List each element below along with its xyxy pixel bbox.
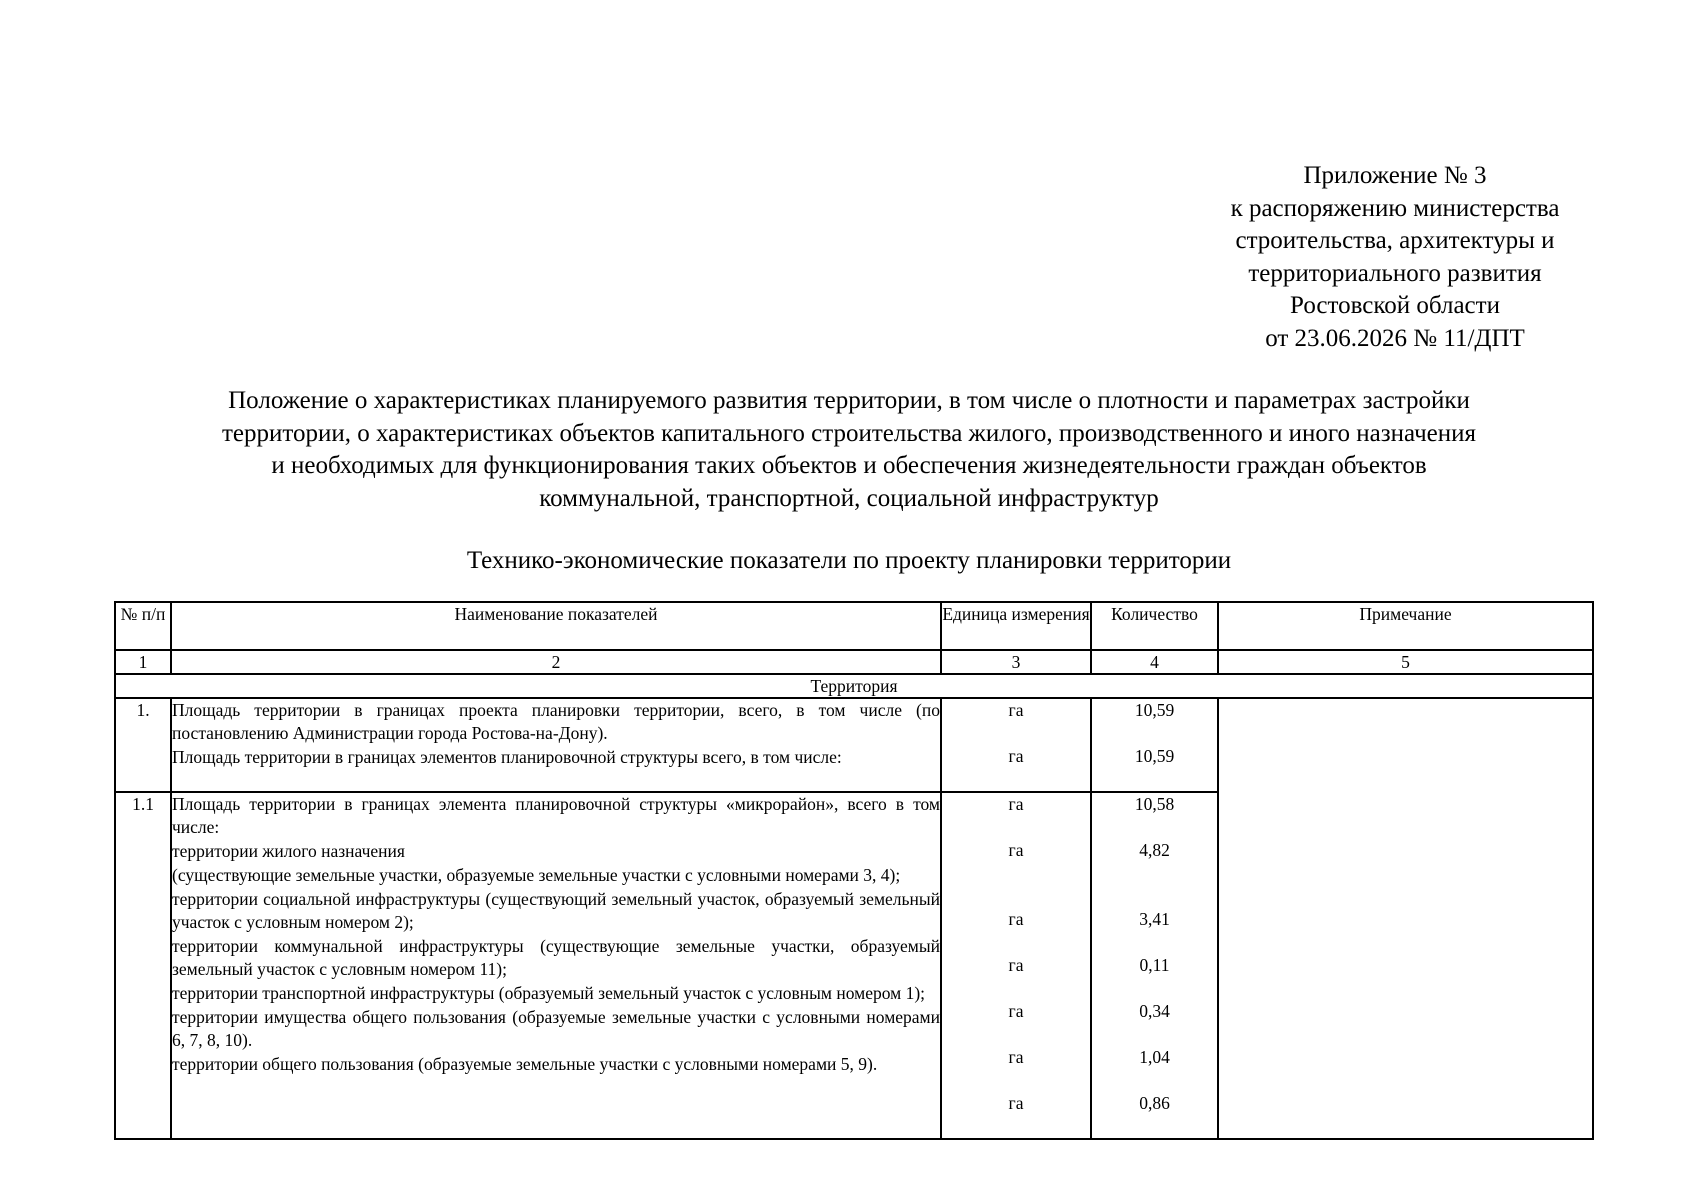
indicator-qty: 10,59 <box>1134 700 1175 720</box>
appendix-line: от 23.06.2026 № 11/ДПТ <box>1265 324 1525 352</box>
indicator-qty: 0,34 <box>1139 1001 1170 1021</box>
row-name-cell <box>171 792 941 1139</box>
row-unit-cell <box>941 698 1091 792</box>
row-qty-cell <box>1091 698 1218 792</box>
indicator-unit: га <box>1008 700 1024 720</box>
indicator-name: территории общего пользования (образуемые земельные участки с условными номерами 5, 9). <box>172 1054 878 1074</box>
column-number: 3 <box>941 650 1091 674</box>
indicator-name: территории транспортной инфраструктуры (образуемый земельный участок с условным номером 1); <box>172 983 926 1003</box>
row-number: 1.1 <box>115 792 171 1139</box>
indicator-qty: 10,59 <box>1134 746 1175 766</box>
indicator-unit: га <box>1008 909 1024 929</box>
row-name-cell <box>171 698 941 792</box>
header-qty: Количество <box>1091 602 1218 650</box>
indicator-qty: 4,82 <box>1139 840 1170 860</box>
column-number: 5 <box>1218 650 1593 674</box>
header-unit: Единица измерения <box>941 602 1091 650</box>
indicator-unit: га <box>1008 794 1024 814</box>
indicator-unit: га <box>1008 1001 1024 1021</box>
indicator-name: территории жилого назначения <box>172 841 405 861</box>
indicator-qty: 0,11 <box>1139 955 1170 975</box>
row-number: 1. <box>115 698 171 792</box>
appendix-line: строительства, архитектуры и <box>1235 227 1555 254</box>
appendix-line: территориального развития <box>1248 259 1542 287</box>
document-title-line: Положение о характеристиках планируемого развития территории, в том числе о плотности и параметрах застройки <box>228 387 1470 414</box>
column-number: 1 <box>115 650 171 674</box>
appendix-line: к распоряжению министерства <box>1230 194 1560 222</box>
table-row <box>115 698 1593 792</box>
indicator-name: территории социальной инфраструктуры (существующий земельный участок, образуемый земельный участок с условным номером 2); <box>172 889 940 932</box>
indicator-qty: 0,86 <box>1139 1093 1170 1113</box>
document-title-line: территории, о характеристиках объектов капитального строительства жилого, производственного и иного назначения <box>221 419 1477 447</box>
indicator-qty: 1,04 <box>1139 1047 1170 1067</box>
appendix-line: Ростовской области <box>1290 292 1500 319</box>
document-title <box>100 385 1598 515</box>
header-name: Наименование показателей <box>171 602 941 650</box>
indicator-unit: га <box>1008 1047 1024 1067</box>
indicator-unit: га <box>1008 1093 1024 1113</box>
indicator-name: территории имущества общего пользования (образуемые земельные участки с условными номерами 6, 7, 8, 10). <box>172 1007 940 1050</box>
note-cell <box>1218 698 1593 1139</box>
indicator-name: Площадь территории в границах элемента планировочной структуры «микрорайон», всего в том числе: <box>172 794 940 837</box>
indicator-name: (существующие земельные участки, образуемые земельные участки с условными номерами 3, 4); <box>172 865 901 885</box>
indicator-name: территории коммунальной инфраструктуры (существующие земельные участки, образуемый земельный участок с условным номером 11); <box>172 936 940 979</box>
section-row <box>115 674 1593 698</box>
column-number: 2 <box>171 650 941 674</box>
document-title-line: и необходимых для функционирования таких объектов и обеспечения жизнедеятельности граждан объектов <box>271 452 1427 479</box>
document-title-line: коммунальной, транспортной, социальной инфраструктур <box>539 484 1159 512</box>
indicator-qty <box>1092 862 1217 908</box>
indicator-unit: га <box>1008 746 1024 766</box>
table-title: Технико-экономические показатели по проекту планировки территории <box>466 547 1232 574</box>
indicator-name: Площадь территории в границах элементов планировочной структуры всего, в том числе: <box>172 747 842 767</box>
indicator-unit: га <box>1008 840 1024 860</box>
column-number: 4 <box>1091 650 1218 674</box>
row-qty-cell <box>1091 792 1218 1139</box>
table-header-row <box>115 602 1593 650</box>
indicator-name: Площадь территории в границах проекта планировки территории, всего, в том числе (по постановлению Администрации города Ростова-на-Дону). <box>172 700 940 743</box>
indicator-unit: га <box>1008 955 1024 975</box>
appendix-line: Приложение № 3 <box>1303 162 1487 189</box>
indicators-table <box>114 601 1594 1140</box>
header-num: № п/п <box>115 602 171 650</box>
appendix-block <box>1160 160 1630 355</box>
section-title: Территория <box>115 674 1593 698</box>
indicator-unit <box>942 862 1090 908</box>
row-unit-cell <box>941 792 1091 1139</box>
header-note: Примечание <box>1218 602 1593 650</box>
indicator-qty: 10,58 <box>1134 794 1175 814</box>
column-numbers-row <box>115 650 1593 674</box>
indicator-qty: 3,41 <box>1139 909 1170 929</box>
